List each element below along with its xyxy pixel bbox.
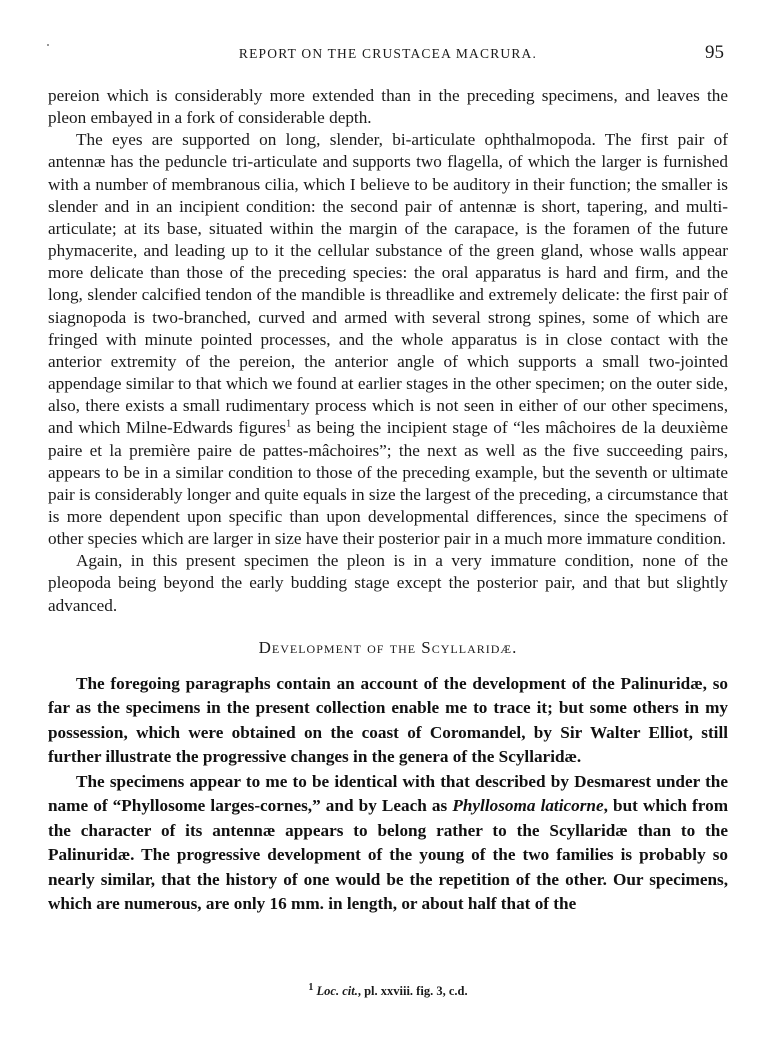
section-heading-text: Development of the Scyllaridæ. [258,637,518,657]
species-name-italic: Phyllosoma laticorne [452,796,604,816]
paragraph-specimens [48,770,728,917]
page-header [48,42,728,64]
footnote-reference-text: , pl. xxviii. fig. 3, c.d. [357,984,468,998]
footnote-mark: 1 [308,981,314,993]
paragraph-specimens-part-2: , but which from the character of its antennæ appears to belong rather to the Scyllaridæ than to the Palinuridæ. The progressive development of the young of the two families is probably so nearly similar, that the history of one would be the repetition of the other. Our specimens, which are numerous, are only 16 mm. in length, or about half that of the [48,796,729,914]
paragraph-eyes-part-1: The eyes are supported on long, slender, bi-articulate ophthalmopoda. The first pair of antennæ has the peduncle tri-articulate and supports two flagella, of which the larger is furnished with a number of membranous cilia, which I believe to be auditory in their function; the smaller is slender and in an incipient condition: the second pair of antennæ is short, tapering, and multi-articulate; at its base, situated within the margin of the carapace, is the foramen of the future phymacerite, and leading up to it the cellular substance of the green gland, whose walls appear more delicate than those of the preceding species: the oral apparatus is hard and firm, and the long, slender calcified tendon of the mandible is threadlike and extremely delicate: the first pair of siagnopoda is two-branched, curved and armed with several strong spines, some of which are fringed with minute pointed processes, and the whole apparatus is in close contact with the anterior extremity of the pereion, the anterior angle of which supports a small two-jointed appendage similar to that which we found at earlier stages in the other specimen; on the outer side, also, there exists a small rudimentary process which is not seen in either of our other specimens, and which Milne-Edwards figures [48,130,728,438]
footnote-loc-cit: Loc. cit. [316,984,358,998]
paragraph-specimens-part-1: The specimens appear to me to be identical with that described by Desmarest under the name of “Phyllosome larges-cornes,” and by Leach as [48,771,728,816]
running-title: REPORT ON THE CRUSTACEA MACRURA. [238,46,538,61]
footnote-reference[interactable]: 1 [286,418,292,430]
paragraph-pleon: Again, in this present specimen the pleon is in a very immature condition, none of the pleopoda being beyond the early budding stage except the posterior pair, and that but slightly advanced. [48,551,728,615]
footnote [48,981,728,999]
section-heading [48,637,728,660]
paragraph-eyes [48,129,728,550]
paragraph-eyes-part-2: as being the incipient stage of “les mâchoires de la deuxième paire et la première paire de pattes-mâchoires”; the next as well as the five succeeding pairs, appears to be in a similar condition to those of the preceding example, but the seventh or ultimate pair is considerably longer and quite equals in size the largest of the preceding, a circumstance that is more dependent upon specific than upon developmental differences, since the specimens of other species which are larger in size have their posterior pair in a much more immature condition. [48,418,729,549]
body-text [48,85,728,917]
paragraph-pereion: pereion which is considerably more extended than in the preceding specimens, and leaves the pleon embayed in a fork of considerable depth. [48,86,728,128]
page-number: 95 [705,42,724,63]
lower-text [48,672,728,917]
paragraph-foregoing: The foregoing paragraphs contain an account of the development of the Palinuridæ, so far as the specimens in the present collection enable me to trace it; but some others in my possession, which were obtained on the coast of Coromandel, by Sir Walter Elliot, still further illustrate the progressive changes in the genera of the Scyllaridæ. [48,673,728,767]
